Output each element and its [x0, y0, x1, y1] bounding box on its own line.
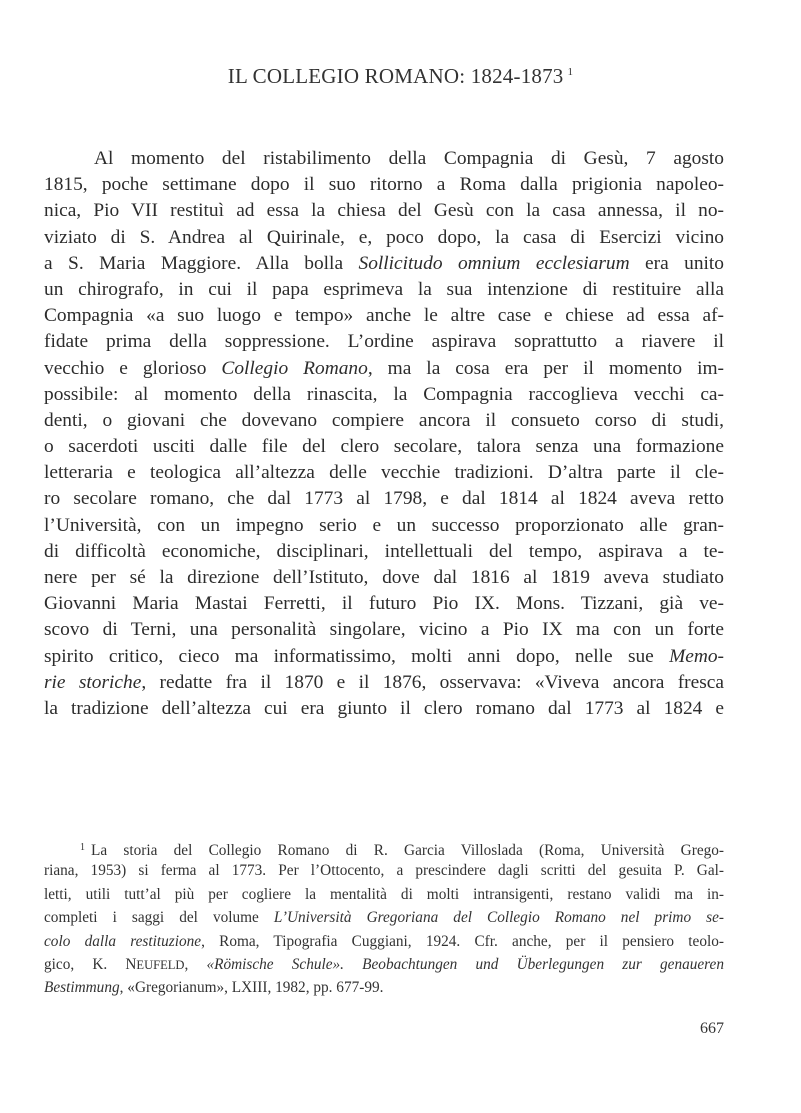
text-run: Giovanni Maria Mastai Ferretti, il futuro Pio IX. Mons. Tizzani, già ve- [44, 593, 724, 615]
text-run: Al momento del ristabilimento della Compagnia di Gesù, 7 agosto [94, 148, 724, 169]
text-run: denti, o giovani che dovevano compiere ancora il consueto corso di studi, [44, 409, 724, 431]
text-run: viziato di S. Andrea al Quirinale, e, poco dopo, la casa di Esercizi vicino [44, 226, 724, 248]
footnote-line [44, 906, 724, 929]
body-line [44, 198, 724, 224]
text-run: scovo di Terni, una personalità singolare, vicino a Pio IX ma con un forte [44, 619, 724, 641]
body-line [44, 251, 724, 277]
title-footnote-mark: 1 [567, 66, 574, 78]
italic-text: Collegio Romano [221, 357, 368, 379]
footnote-line [44, 930, 724, 953]
footnote-line [44, 953, 724, 976]
body-line [44, 277, 724, 303]
text-run: , ma la cosa era per il momento im- [367, 357, 724, 379]
italic-text: «Römische Schule». Beobachtungen und Überlegungen zur genaueren [206, 955, 724, 973]
italic-text: rie storiche [44, 671, 142, 693]
text-run: , redatte fra il 1870 e il 1876, osservava: «Viveva ancora fresca [141, 671, 724, 693]
text-run: letteraria e teologica all’altezza delle vecchie tradizioni. D’altra parte il cle- [44, 462, 724, 484]
text-run: La storia del Collegio Romano di R. Garcia Villoslada (Roma, Università Grego- [91, 842, 724, 859]
footnote-line [44, 883, 724, 906]
body-line [44, 565, 724, 591]
italic-text: colo dalla restituzione [44, 932, 202, 950]
text-run: di difficoltà economiche, disciplinari, intellettuali del tempo, aspirava a te- [44, 540, 724, 562]
body-line [44, 539, 724, 565]
italic-text: Sollicitudo omnium ecclesiarum [358, 252, 630, 274]
text-run: possibile: al momento della rinascita, la Compagnia raccoglieva vecchi ca- [44, 383, 724, 405]
body-line [44, 486, 724, 512]
text-run: , [184, 955, 207, 973]
body-paragraph [44, 146, 724, 722]
footnote [44, 836, 724, 1000]
body-line [44, 146, 724, 172]
text-run: l’Università, con un impegno serio e un successo proporzionato alle gran- [44, 514, 724, 536]
text-run: 1815, poche settimane dopo il suo ritorno a Roma dalla prigionia napoleo- [44, 174, 724, 196]
italic-text: Bestimmung [44, 979, 120, 997]
body-line [44, 434, 724, 460]
footnote-number: 1 [80, 842, 85, 853]
text-run: ro secolare romano, che dal 1773 al 1798, e dal 1814 al 1824 aveva retto [44, 488, 724, 510]
body-line [44, 225, 724, 251]
body-line [44, 460, 724, 486]
text-run: era unito [629, 252, 724, 274]
body-line [44, 172, 724, 198]
body-line [44, 670, 724, 696]
body-line [44, 591, 724, 617]
text-run: o sacerdoti usciti dalle file del clero secolare, talora senza una formazione [44, 436, 724, 458]
text-run: completi i saggi del volume [44, 909, 274, 927]
body-line [44, 356, 724, 382]
body-line [44, 696, 724, 722]
body-line [44, 408, 724, 434]
text-run: gico, K. N [44, 955, 137, 973]
text-run: letti, utili tutt’al più per cogliere la mentalità di molti intransigenti, restano validi ma in- [44, 885, 724, 903]
text-run: nica, Pio VII restituì ad essa la chiesa del Gesù con la casa annessa, il no- [44, 200, 724, 222]
text-run: nere per sé la direzione dell’Istituto, dove dal 1816 al 1819 aveva studiato [44, 567, 724, 588]
text-run: Compagnia «a suo luogo e tempo» anche le altre case e chiese ad essa af- [44, 305, 724, 327]
body-line [44, 382, 724, 408]
body-line [44, 303, 724, 329]
page-number: 667 [700, 1020, 724, 1037]
footnote-line [44, 836, 724, 859]
text-run: , «Gregorianum», LXIII, 1982, pp. 677-99. [119, 979, 384, 997]
italic-text: L’Università Gregoriana del Collegio Romano nel primo se- [273, 909, 724, 927]
body-line [44, 617, 724, 643]
footnote-line [44, 976, 724, 999]
text-run: un chirografo, in cui il papa esprimeva la sua intenzione di restituire alla [44, 278, 724, 300]
italic-text: Memo- [669, 645, 724, 667]
chapter-title [0, 64, 801, 89]
text-run: a S. Maria Maggiore. Alla bolla [44, 252, 359, 274]
text-run: vecchio e glorioso [44, 357, 222, 379]
body-line [44, 329, 724, 355]
text-run: fidate prima della soppressione. L’ordine aspirava soprattutto a riavere il [44, 331, 724, 353]
body-line [44, 513, 724, 539]
body-line [44, 644, 724, 670]
text-run: riana, 1953) si ferma al 1773. Per l’Ottocento, a prescindere dagli scritti del gesuita P. Gal- [44, 862, 724, 880]
text-run: spirito critico, cieco ma informatissimo, molti anni dopo, nelle sue [44, 645, 670, 667]
text-run: , Roma, Tipografia Cuggiani, 1924. Cfr. anche, per il pensiero teolo- [201, 932, 724, 950]
text-run: la tradizione dell’altezza cui era giunto il clero romano dal 1773 al 1824 e [44, 697, 724, 719]
footnote-line [44, 859, 724, 882]
text-run: EUFELD [136, 957, 185, 972]
chapter-title-text: IL COLLEGIO ROMANO: 1824-1873 [227, 64, 564, 88]
